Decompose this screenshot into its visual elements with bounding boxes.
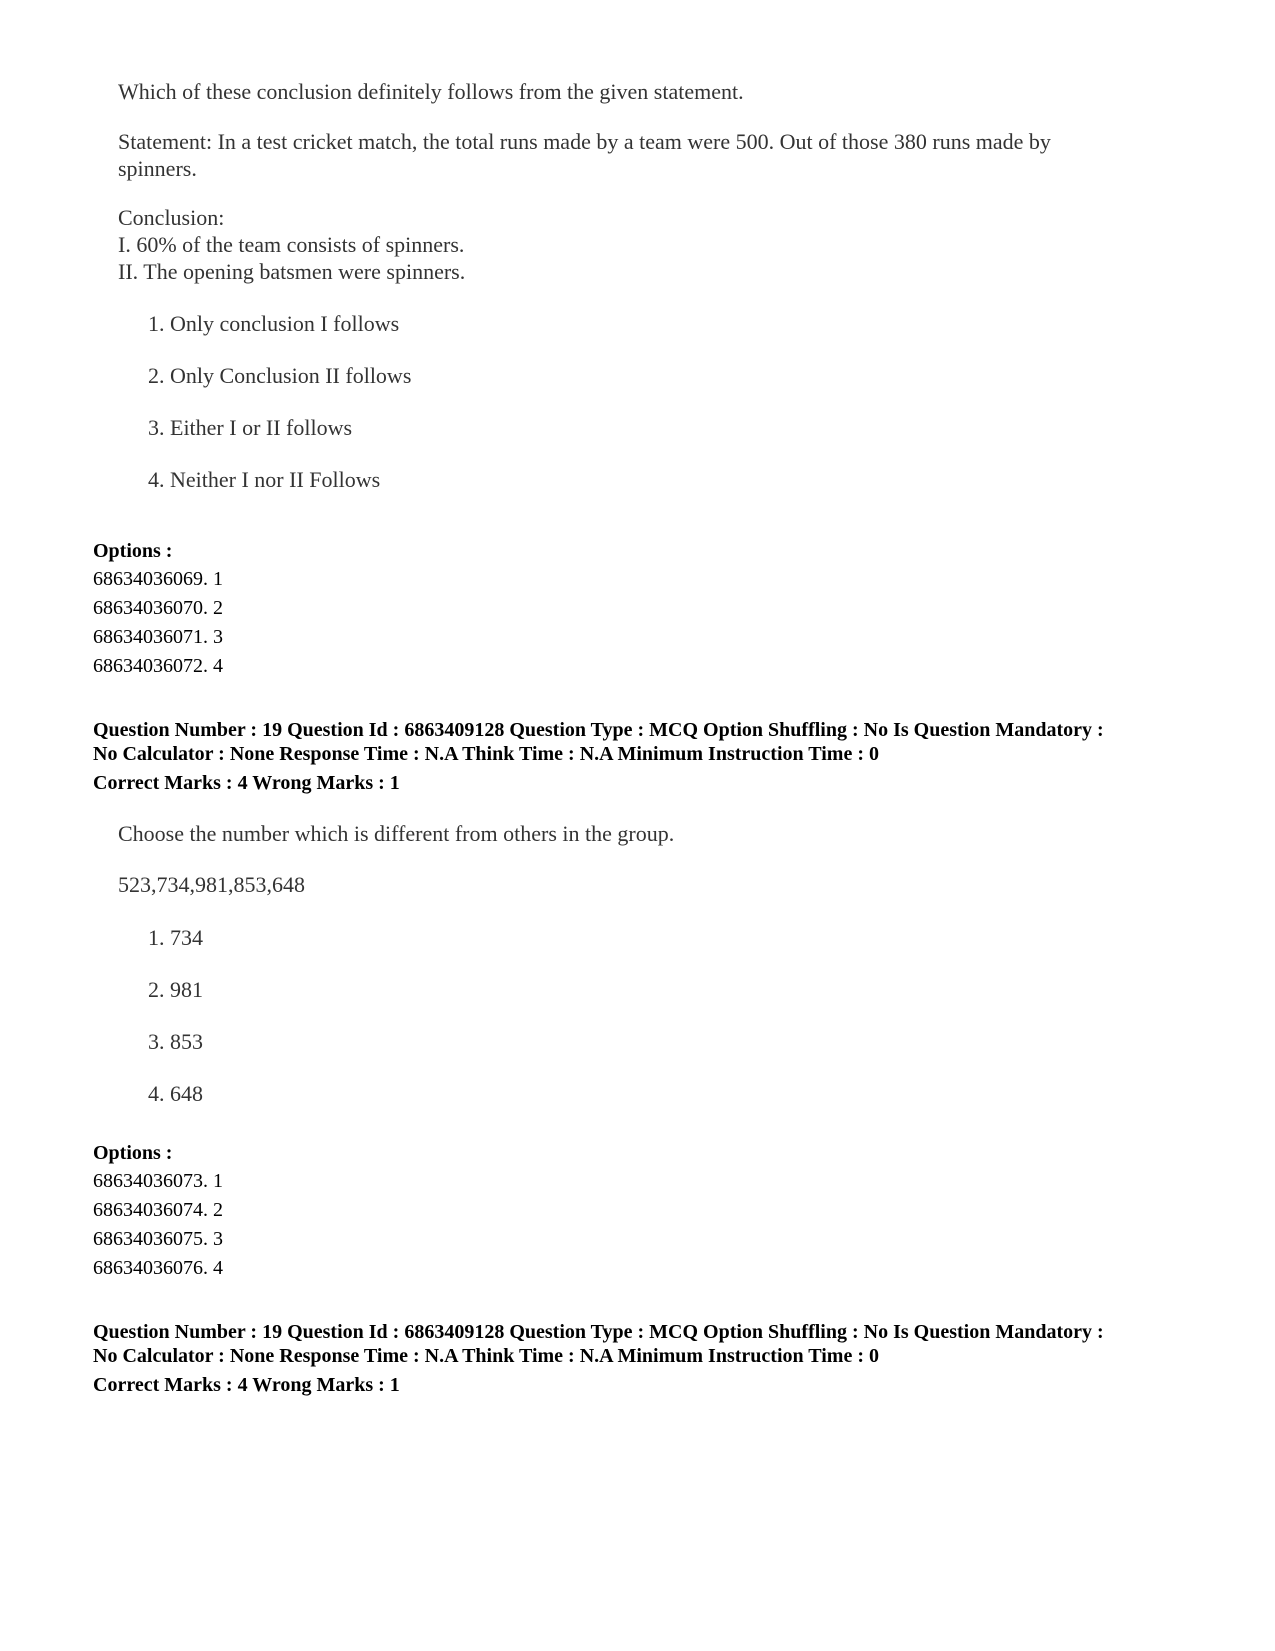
choice-item: 4. 648 xyxy=(148,1081,203,1106)
option-line: 68634036076. 4 xyxy=(93,1257,223,1279)
option-line: 68634036071. 3 xyxy=(93,626,223,648)
conclusion-item-2: II. The opening batsmen were spinners. xyxy=(118,259,466,284)
choice-item: 2. 981 xyxy=(148,977,203,1002)
option-line: 68634036069. 1 xyxy=(93,568,223,590)
choice-item: 2. Only Conclusion II follows xyxy=(148,363,412,388)
number-sequence: 523,734,981,853,648 xyxy=(118,872,305,897)
options-heading: Options : xyxy=(93,540,173,562)
conclusion-label: Conclusion: xyxy=(118,205,225,230)
metadata-line: No Calculator : None Response Time : N.A Think Time : N.A Minimum Instruction Time : 0 xyxy=(93,1345,879,1367)
question-image-numbers xyxy=(118,820,818,1120)
question-statement-line1: Statement: In a test cricket match, the total runs made by a team were 500. Out of those 380 runs made by xyxy=(118,129,1051,154)
option-line: 68634036072. 4 xyxy=(93,655,223,677)
marks-line: Correct Marks : 4 Wrong Marks : 1 xyxy=(93,772,400,794)
metadata-line: Question Number : 19 Question Id : 6863409128 Question Type : MCQ Option Shuffling : No Is Question Mandatory : xyxy=(93,719,1104,741)
question-image-cricket xyxy=(118,78,1178,508)
question-metadata xyxy=(93,718,1193,795)
marks-line: Correct Marks : 4 Wrong Marks : 1 xyxy=(93,1374,400,1396)
choice-item: 1. 734 xyxy=(148,925,203,950)
choice-item: 1. Only conclusion I follows xyxy=(148,311,400,336)
option-line: 68634036075. 3 xyxy=(93,1228,223,1250)
choice-item: 3. 853 xyxy=(148,1029,203,1054)
question-prompt: Which of these conclusion definitely follows from the given statement. xyxy=(118,79,744,104)
question-metadata xyxy=(93,1320,1193,1397)
question-prompt: Choose the number which is different from others in the group. xyxy=(118,821,675,846)
conclusion-item-1: I. 60% of the team consists of spinners. xyxy=(118,232,465,257)
choice-item: 4. Neither I nor II Follows xyxy=(148,467,381,492)
option-line: 68634036070. 2 xyxy=(93,597,223,619)
question-statement-line2: spinners. xyxy=(118,156,197,181)
metadata-line: Question Number : 19 Question Id : 6863409128 Question Type : MCQ Option Shuffling : No Is Question Mandatory : xyxy=(93,1321,1104,1343)
choice-item: 3. Either I or II follows xyxy=(148,415,353,440)
options-heading: Options : xyxy=(93,1142,173,1164)
option-line: 68634036073. 1 xyxy=(93,1170,223,1192)
option-line: 68634036074. 2 xyxy=(93,1199,223,1221)
metadata-line: No Calculator : None Response Time : N.A Think Time : N.A Minimum Instruction Time : 0 xyxy=(93,743,879,765)
